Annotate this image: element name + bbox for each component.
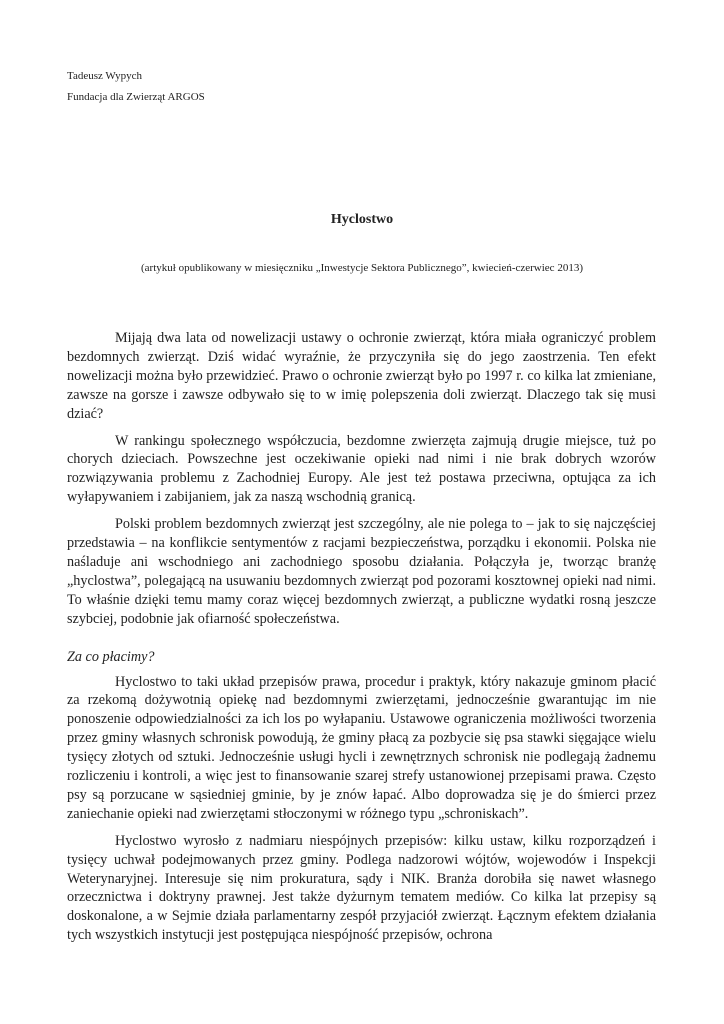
paragraph: Hyclostwo to taki układ przepisów prawa, procedur i praktyk, który nakazuje gminom płacić za rzekomą dożywotnią opiekę nad bezdomnymi zwierzętami, jednocześnie gwarantując im nie ponoszenie odpowiedzialności za ich los po wyłapaniu. Ustawowe ograniczenia możliwości tworzenia przez gminy własnych schronisk powodują, że gminy płacą za pozbycie się psa stawki sięgające wielu tysięcy złotych od sztuki. Jednocześnie usługi hycli i zewnętrznych schronisk nie podlegają żadnemu rozliczeniu i kontroli, a więc jest to finansowanie szarej strefy ustanowionej przepisami prawa. Często psy są porzucane w sąsiedniej gminie, by je znów łapać. Albo doprowadza się je do śmierci przez zaniechanie opieki nad zwierzętami stłoczonymi w różnego typu „schroniskach”. <box>67 673 656 822</box>
organization-name: Fundacja dla Zwierząt ARGOS <box>67 91 205 103</box>
paragraph: Polski problem bezdomnych zwierząt jest szczególny, ale nie polega to – jak to się najczęściej przedstawia – na konflikcie sentymentów z racjami bezpieczeństwa, porządku i ekonomii. Polska nie naśladuje ani wschodniego ani zachodniego sposobu działania. Połączyła je, tworząc branżę „hyclostwa”, polegającą na usuwaniu bezdomnych zwierząt pod pozorami kosztownej opieki nad nimi. To właśnie dzięki temu mamy coraz więcej bezdomnych zwierząt, a publiczne wydatki rosną jeszcze szybciej, podobnie jak ofiarność społeczeństwa. <box>67 516 656 627</box>
paragraph: Hyclostwo wyrosło z nadmiaru niespójnych przepisów: kilku ustaw, kilku rozporządzeń i tysięcy uchwał podejmowanych przez gminy. Podlega nadzorowi wójtów, wojewodów i Inspekcji Weterynaryjnej. Interesuje się nim prokuratura, sądy i NIK. Branża dorobiła się nawet własnego orzecznictwa i doktryny prawnej. Jest także dyżurnym tematem mediów. Co kilka lat przepisy są doskonalone, a w Sejmie działa parlamentarny zespół przyjaciół zwierząt. Łącznym efektem działania tych wszystkich instytucji jest postępująca niespójność przepisów, ochrona <box>67 832 656 944</box>
article-subtitle: (artykuł opublikowany w miesięczniku „Inwestycje Sektora Publicznego”, kwiecień-czerwiec 2013) <box>141 262 583 274</box>
paragraph: W rankingu społecznego współczucia, bezdomne zwierzęta zajmują drugie miejsce, tuż po chorych dzieciach. Powszechne jest oczekiwanie opieki nad nimi i nie brak dobrych wzorów rozwiązywania problemu z Zachodniej Europy. Ale jest też postawa przeciwna, optująca za ich wyłapywaniem i zabijaniem, jak za naszą wschodnią granicą. <box>67 432 656 506</box>
article-title: Hyclostwo <box>330 212 394 227</box>
author-name: Tadeusz Wypych <box>67 70 143 82</box>
article-body <box>67 329 656 953</box>
paragraph: Mijają dwa lata od nowelizacji ustawy o ochronie zwierząt, która miała ograniczyć problem bezdomnych zwierząt. Dziś widać wyraźnie, że przyczyniła się do jego zaostrzenia. Ten efekt nowelizacji można było przewidzieć. Prawo o ochronie zwierząt było po 1997 r. co kilka lat zmieniane, zawsze na gorsze i zawsze odbywało się to w imię polepszenia doli zwierząt. Dlaczego tak się musi dziać? <box>67 330 656 422</box>
section-heading: Za co płacimy? <box>67 648 155 665</box>
document-header <box>67 66 205 108</box>
